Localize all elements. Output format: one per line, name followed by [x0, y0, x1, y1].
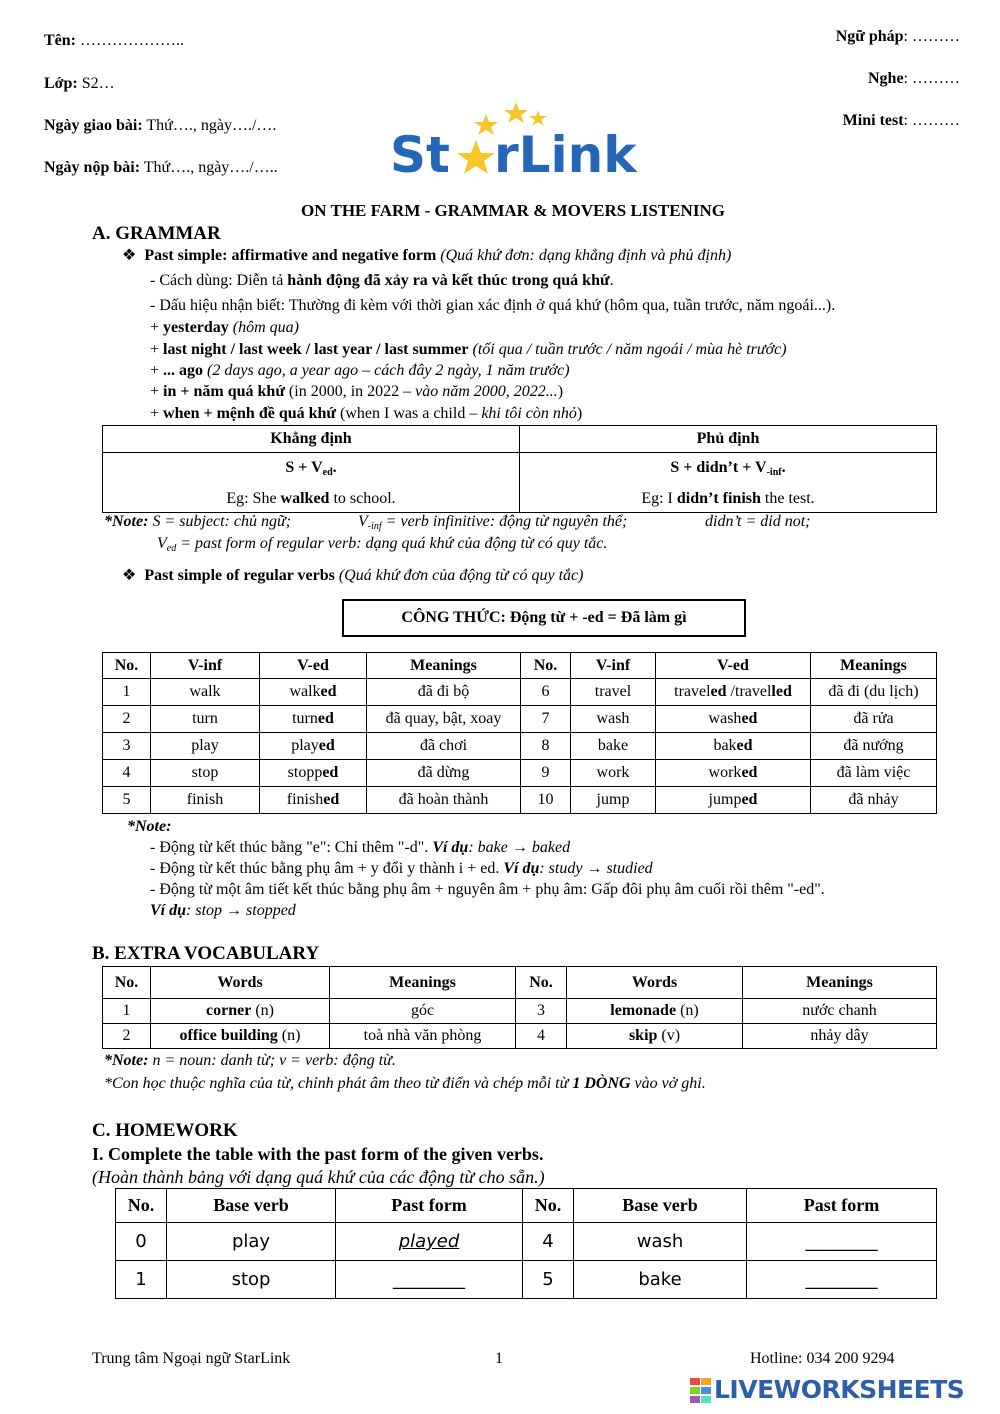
name-label: Tên: [44, 32, 76, 49]
diamond-bullet-icon: ❖ [122, 247, 137, 264]
vocab-table: No. Words Meanings No. Words Meanings 1 corner (n) góc 3 lemonade (n) nước chanh 2 office building (n) toà nhà văn phòng 4 skip (v) nhảy dây [102, 966, 937, 1049]
table-row: 3 play played đã chơi 8 bake baked đã nướng [103, 733, 937, 760]
grammar-score-value: : ……… [903, 28, 960, 45]
table-row: 1 walk walked đã đi bộ 6 travel traveled /travelled đã đi (du lịch) [103, 679, 937, 706]
affirmative-cell: $S + V_{ed}$. Eg: She walked to school. [103, 453, 520, 513]
page-title: ON THE FARM - GRAMMAR & MOVERS LISTENING [301, 201, 725, 220]
formula-box: CÔNG THỨC: Động từ + -ed = Đã làm gì [342, 599, 746, 637]
signs-line: - Dấu hiệu nhận biết: Thường đi kèm với thời gian xác định ở quá khứ (hôm qua, tuần trước, năm ngoái...). [150, 297, 836, 314]
grammar-note-2: $V_{-inf}$ = verb infinitive: động từ nguyên thể; [358, 513, 628, 532]
grammar-note-1: *Note: S = subject: chủ ngữ; [104, 513, 292, 530]
minitest-score-value: : ……… [903, 112, 960, 129]
liveworksheets-text: LIVEWORKSHEETS [714, 1375, 965, 1404]
assign-date-label: Ngày giao bài: [44, 117, 143, 134]
listening-score [868, 69, 960, 89]
table-row: 2 office building (n) toà nhà văn phòng 4 skip (v) nhảy dây [103, 1024, 937, 1049]
form-table [102, 425, 937, 513]
affirmative-header: Khẳng định [103, 426, 520, 453]
table-row: 4 stop stopped đã dừng 9 work worked đã làm việc [103, 760, 937, 787]
grammar-heading: A. GRAMMAR [92, 223, 221, 244]
table-row: 2 turn turned đã quay, bật, xoay 7 wash washed đã rửa [103, 706, 937, 733]
footer-center-name: Trung tâm Ngoại ngữ StarLink [92, 1350, 291, 1367]
regular-verbs-bullet: ❖ Past simple of regular verbs (Quá khứ đơn của động từ có quy tắc) [122, 567, 584, 584]
vocab-note-2: *Con học thuộc nghĩa của từ, chỉnh phát âm theo từ điển và chép mỗi từ 1 DÒNG vào vở ghi. [104, 1075, 706, 1092]
submit-date-value: Thứ…., ngày…./….. [143, 159, 278, 176]
answer-blank-wash[interactable]: ________ [747, 1223, 937, 1261]
vocab-heading: B. EXTRA VOCABULARY [92, 943, 320, 964]
sign-ago: + ... ago (2 days ago, a year ago – cách đây 2 ngày, 1 năm trước) [150, 362, 570, 379]
answer-blank-bake[interactable]: ________ [747, 1261, 937, 1299]
verb-note-2: - Động từ kết thúc bằng phụ âm + y đổi y thành i + ed. Ví dụ: study → studied [150, 860, 653, 877]
liveworksheets-logo [690, 1377, 990, 1407]
grammar-note-3: didn’t = did not; [705, 513, 811, 530]
sign-last: + last night / last week / last year / last summer (tối qua / tuần trước / năm ngoái / mùa hè trước) [150, 341, 787, 358]
answer-blank-stop[interactable]: ________ [336, 1261, 523, 1299]
homework-heading: C. HOMEWORK [92, 1120, 238, 1141]
verb-note-3: - Động từ một âm tiết kết thúc bằng phụ âm + nguyên âm + phụ âm: Gấp đôi phụ âm cuối rồi thêm "-ed". [150, 881, 825, 898]
liveworksheets-icon [690, 1378, 712, 1404]
usage-line: - Cách dùng: Diễn tả hành động đã xảy ra và kết thúc trong quá khứ. [150, 272, 614, 289]
class-label: Lớp: [44, 75, 78, 92]
table-row: 1 stop ________ 5 bake ________ [116, 1261, 937, 1299]
homework-task-vi: (Hoàn thành bảng với dạng quá khứ của các động từ cho sẵn.) [92, 1167, 545, 1187]
class-field [44, 74, 115, 94]
minitest-score-label: Mini test [842, 112, 904, 129]
bullet1-translation: (Quá khứ đơn: dạng khẳng định và phủ định) [440, 247, 732, 264]
svg-text:St: St [390, 126, 450, 184]
assign-date-field [44, 116, 276, 136]
assign-date-value: Thứ…., ngày…./…. [146, 117, 277, 134]
bullet1-title: Past simple: affirmative and negative form [144, 247, 437, 264]
verb-notes-label: *Note: [127, 818, 172, 835]
table-row: 5 finish finished đã hoàn thành 10 jump jumped đã nhảy [103, 787, 937, 814]
class-value: S2… [81, 75, 115, 92]
table-row: 0 play played 4 wash ________ [116, 1223, 937, 1261]
page-number: 1 [495, 1350, 503, 1367]
verb-note-1: - Động từ kết thúc bằng "e": Chỉ thêm "-d". Ví dụ: bake → baked [150, 839, 571, 856]
submit-date-label: Ngày nộp bài: [44, 159, 141, 176]
grammar-score-label: Ngữ pháp [835, 28, 904, 45]
sign-when: + when + mệnh đề quá khứ (when I was a child – khi tôi còn nhỏ) [150, 405, 583, 422]
sign-in-year: + in + năm quá khứ (in 2000, in 2022 – vào năm 2000, 2022...) [150, 383, 564, 400]
grammar-note-4: $V_{ed}$ = past form of regular verb: dạng quá khứ của động từ có quy tắc. [157, 535, 608, 554]
past-simple-bullet [122, 246, 731, 266]
starlink-logo [388, 100, 638, 185]
homework-table: No. Base verb Past form No. Base verb Past form 0 play played 4 wash ________ 1 stop ________ 5 bake ________ [115, 1188, 937, 1299]
sign-yesterday: + yesterday (hôm qua) [150, 319, 300, 336]
grammar-score [836, 27, 960, 47]
name-value: ……………….. [80, 32, 184, 49]
verb-note-4: Ví dụ: stop → stopped [150, 902, 296, 919]
diamond-bullet-icon: ❖ [122, 567, 137, 584]
homework-task: I. Complete the table with the past form of the given verbs. [92, 1144, 544, 1164]
svg-text:rLink: rLink [494, 126, 637, 184]
listening-score-value: : ……… [903, 70, 960, 87]
minitest-score [843, 111, 960, 131]
table-row: 1 corner (n) góc 3 lemonade (n) nước chanh [103, 999, 937, 1024]
negative-header: Phủ định [520, 426, 937, 453]
negative-cell: S + didn’t + $V_{-inf}$. Eg: I didn’t finish the test. [520, 453, 937, 513]
name-field [44, 31, 184, 51]
listening-score-label: Nghe [867, 70, 904, 87]
submit-date-field [44, 158, 278, 178]
footer-hotline: Hotline: 034 200 9294 [750, 1350, 895, 1367]
verbs-table: No. V-inf V-ed Meanings No. V-inf V-ed Meanings 1 walk walked đã đi bộ 6 travel traveled /travelled đã đi (du lịch) 2 turn turned đã quay, bật, xoay 7 wash washed đã rửa 3 play played đã chơi 8 bake baked đã nướng 4 stop stopped đã dừng 9 work worked đã làm việc 5 finish finished đã hoàn thành 10 jump jumped đã nhảy [102, 652, 937, 814]
example-answer: played [336, 1223, 523, 1261]
vocab-note-1: *Note: n = noun: danh từ; v = verb: động từ. [104, 1052, 396, 1069]
